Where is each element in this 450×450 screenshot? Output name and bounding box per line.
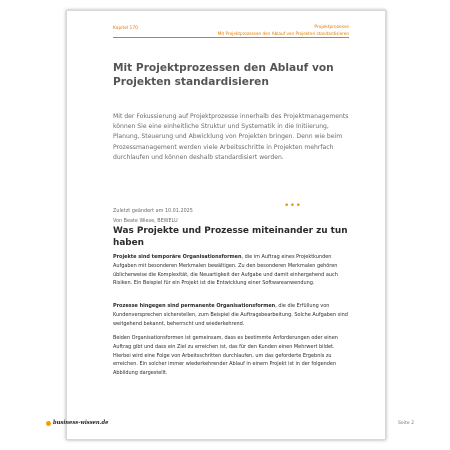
section-heading: Was Projekte und Prozesse miteinander zu tun haben [113,226,348,249]
header-topic: Projektprozesse [314,25,349,30]
chapter-label: Kapitel 170 [113,26,138,31]
paragraph-projects-lead: Projekte sind temporäre Organisationsformen [113,254,242,260]
paragraph-processes-text: , die die Erfüllung von Kundenversprechen sicherstellen, zum Beispiel die Auftragsbearbeitung. Solche Aufgaben sind weitgehend bekannt, beherrscht und wiederkehrend. [113,303,348,327]
document-page [66,10,386,440]
logo-text: business-wissen.de [53,420,109,426]
article-title: Mit Projektprozessen den Ablauf von Projekten standardisieren [113,62,334,88]
paragraph-common: Beiden Organisationsformen ist gemeinsam, dass es bestimmte Anforderungen oder einen Auftrag gibt und dass ein Ziel zu erreichen ist, das für den Kunden einen Mehrwert bildet. Hierbei wird eine Folge von Arbeitsschritten durchlaufen, um das geforderte Ergebnis zu erreichen. Ein solcher immer wiederkehrender Ablauf in einem Projekt ist in der folgenden Abbildung dargestellt. [113,335,338,377]
header-subtitle: Mit Projektprozessen den Ablauf von Projekten standardisieren [217,31,349,36]
footer-logo [46,420,108,426]
paragraph-processes-lead: Prozesse hingegen sind permanente Organisationsformen [113,303,276,309]
paragraph-processes [113,302,353,328]
paragraph-projects [113,253,353,288]
header-rule [113,37,349,38]
orange-dot-icon [46,421,51,426]
article-intro: Mit der Fokussierung auf Projektprozesse innerhalb des Projektmanagements können Sie eine einheitliche Struktur und Systematik in die Initiierung, Planung, Steuerung und Abwicklung von Projekten bringen. Denn wie beim Prozessmanagement werden viele Arbeitsschritte in Projekten mehrfach durchlaufen und können deshalb standardisiert werden. [113,113,349,161]
paragraph-projects-text: , die im Auftrag eines Projektkunden Aufgaben mit besonderen Merkmalen bewältigen. Zu den besonderen Merkmalen gehören üblicherweise die Komplexität, die Neuartigkeit der Aufgabe und damit einhergehend auch Risiken. Ein Beispiel für ein Projekt ist die Entwicklung einer Softwareanwendung. [113,254,338,287]
page-number: Seite 2 [397,421,414,426]
author-line: Von Beate Wiese, BEWELU [113,218,178,224]
updated-date: Zuletzt geändert am 10.01.2025 [113,208,193,214]
separator-dots: ••• [284,201,302,211]
